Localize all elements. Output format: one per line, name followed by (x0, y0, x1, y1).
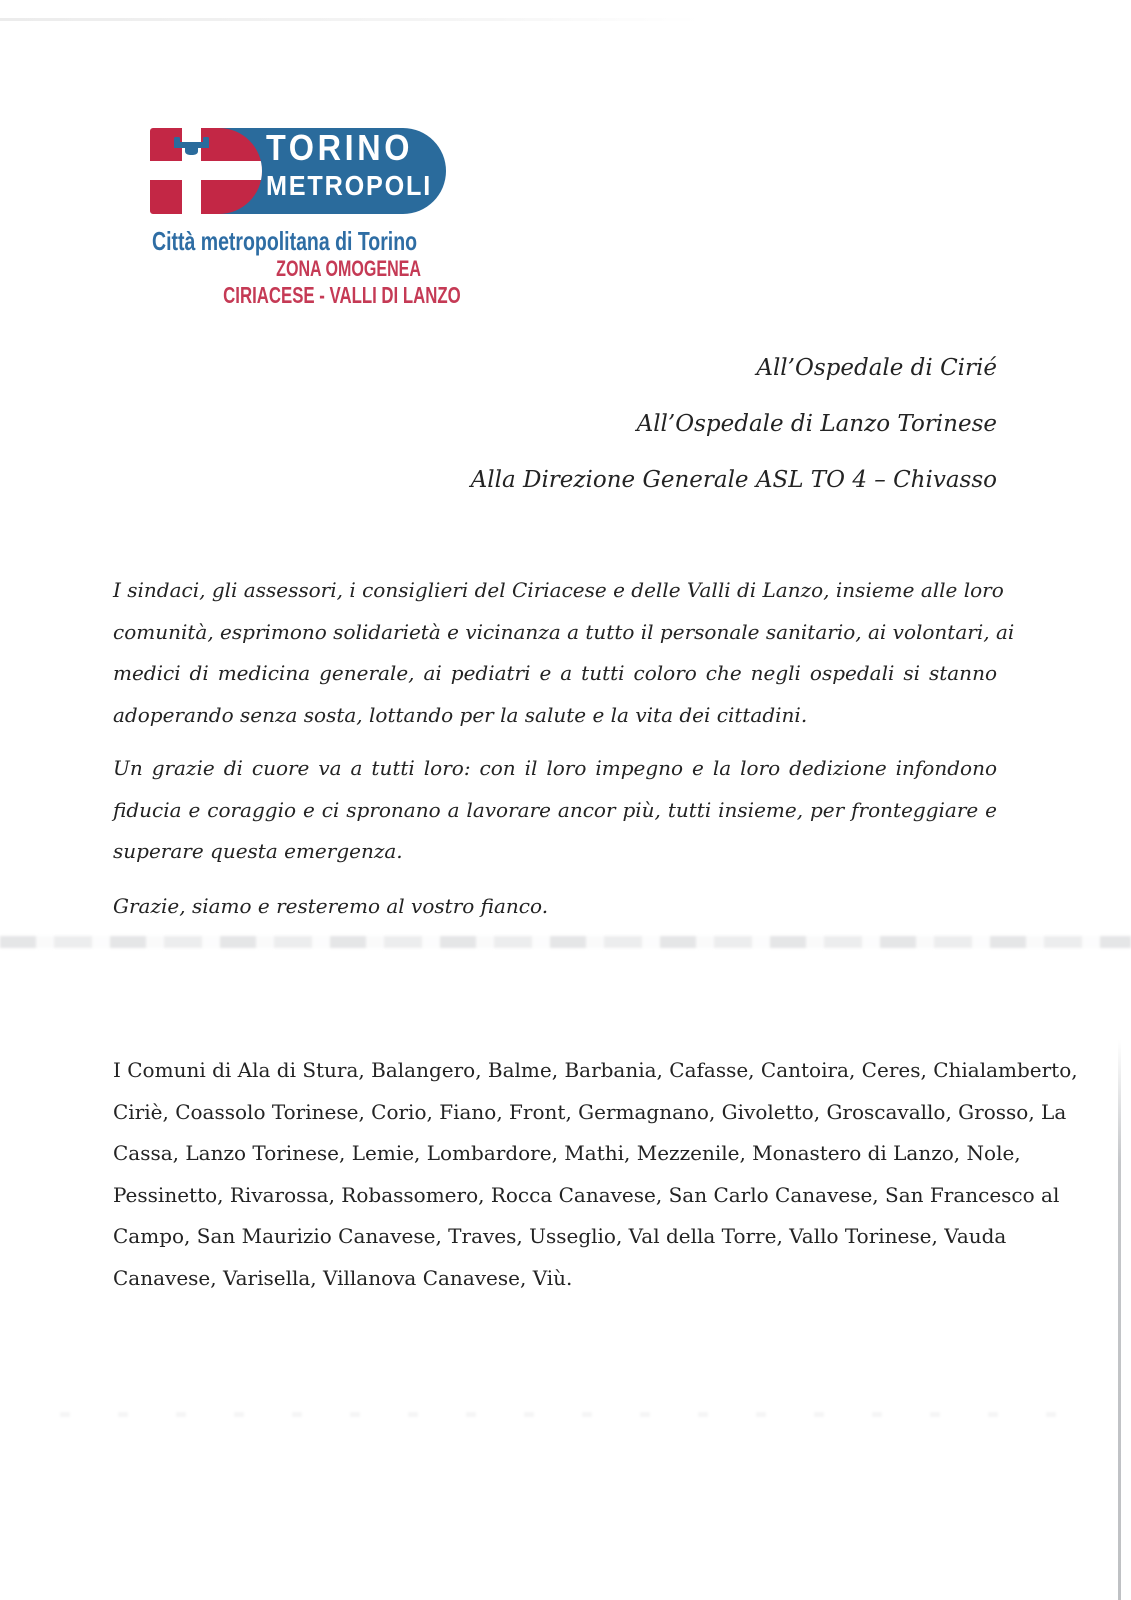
zone-label: ZONA OMOGENEA (276, 256, 421, 281)
bull-icon (173, 134, 210, 156)
closing-line (113, 886, 997, 928)
communes-list (113, 1050, 1078, 1299)
recipient-line: All’Ospedale di Cirié (756, 355, 997, 381)
turin-flag-emblem (150, 128, 262, 214)
flag-cross-horizontal (150, 161, 262, 180)
body-line: comunità, esprimono solidarietà e vicinanza a tutto il personale sanitario, ai volontari, ai (113, 619, 1015, 644)
scan-smudge-band (0, 936, 1131, 948)
banner-title-line1: TORINO (266, 127, 414, 168)
communes-line: Canavese, Varisella, Villanova Canavese, Viù. (113, 1265, 573, 1290)
recipient-line: All’Ospedale di Lanzo Torinese (636, 411, 997, 437)
body-line: Grazie, siamo e resteremo al vostro fianco. (113, 894, 549, 918)
recipients-block (471, 340, 997, 508)
letterhead-logo (150, 127, 461, 318)
communes-line: Campo, San Maurizio Canavese, Traves, Usseglio, Val della Torre, Vallo Torinese, Vauda (113, 1224, 1007, 1248)
communes-line: Cassa, Lanzo Torinese, Lemie, Lombardore, Mathi, Mezzenile, Monastero di Lanzo, Nole, (113, 1141, 1021, 1165)
communes-line: I Comuni di Ala di Stura, Balangero, Balme, Barbania, Cafasse, Cantoira, Ceres, Chialamberto, (113, 1058, 1078, 1082)
scan-smudge-band-faint (60, 1412, 1091, 1417)
scan-vertical-line-artifact (1118, 1040, 1121, 1600)
organization-name: Città metropolitana di Torino (152, 226, 418, 256)
body-line: fiducia e coraggio e ci spronano a lavorare ancor più, tutti insieme, per fronteggiare e (113, 797, 997, 822)
torino-metropoli-banner (150, 128, 446, 214)
recipient-line: Alla Direzione Generale ASL TO 4 – Chivasso (470, 467, 997, 493)
body-line: Un grazie di cuore va a tutti loro: con il loro impegno e la loro dedizione infondono (113, 756, 997, 780)
zone-name: CIRIACESE - VALLI DI LANZO (223, 281, 461, 308)
body-line: superare questa emergenza. (113, 839, 403, 863)
body-paragraph-2 (113, 748, 997, 873)
zone-block (223, 256, 461, 309)
banner-title-line2: METROPOLI (266, 170, 433, 201)
body-paragraph-1 (113, 570, 1015, 736)
banner-title (266, 127, 433, 201)
scan-edge-artifact (0, 18, 701, 21)
communes-line: Pessinetto, Rivarossa, Robassomero, Rocca Canavese, San Carlo Canavese, San Francesco al (113, 1182, 1060, 1207)
body-line: adoperando senza sosta, lottando per la salute e la vita dei cittadini. (113, 702, 808, 727)
body-line: I sindaci, gli assessori, i consiglieri del Ciriacese e delle Valli di Lanzo, insieme alle loro (113, 578, 1004, 602)
body-line: medici di medicina generale, ai pediatri e a tutti coloro che negli ospedali si stanno (113, 661, 997, 685)
communes-line: Ciriè, Coassolo Torinese, Corio, Fiano, Front, Germagnano, Givoletto, Groscavallo, Grosso, La (113, 1099, 1067, 1124)
